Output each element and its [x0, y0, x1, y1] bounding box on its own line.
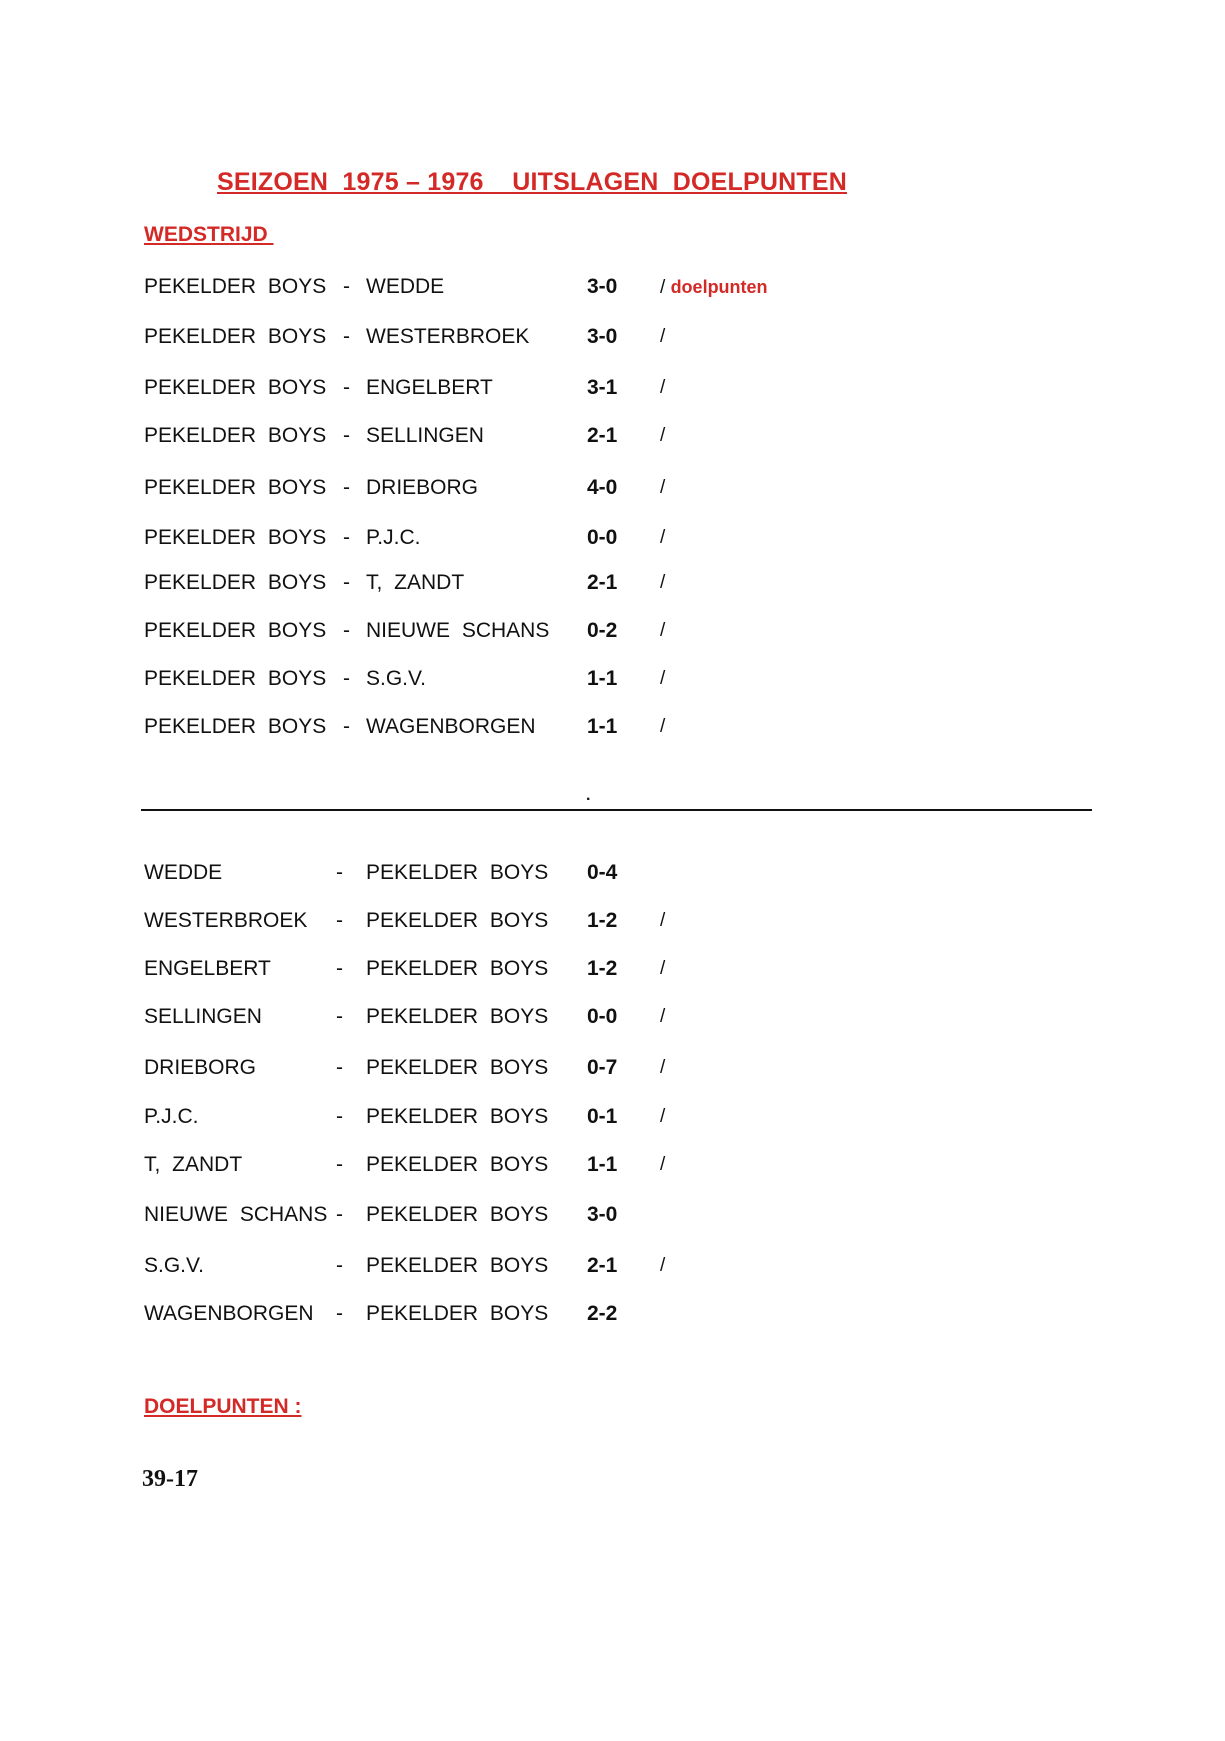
separator-dash: - [336, 1005, 343, 1028]
away-team: PEKELDER BOYS [366, 1105, 549, 1128]
home-team: PEKELDER BOYS [144, 715, 327, 738]
separator-dash: - [336, 1254, 343, 1277]
match-score: 1-1 [587, 1153, 618, 1176]
home-team: PEKELDER BOYS [144, 571, 327, 594]
away-team: PEKELDER BOYS [366, 1302, 549, 1325]
separator-dash: - [336, 1153, 343, 1176]
home-team: SELLINGEN [144, 1005, 262, 1028]
home-team: PEKELDER BOYS [144, 424, 327, 447]
goals-slash: / [660, 620, 666, 641]
goals-slash: / [660, 477, 666, 498]
home-match-row [0, 322, 1225, 352]
away-match-row [0, 1053, 1225, 1083]
goals-slash: / [660, 1255, 666, 1276]
goals-slash: / [660, 326, 666, 347]
away-team: WESTERBROEK [366, 325, 530, 348]
away-team: WAGENBORGEN [366, 715, 536, 738]
home-team: NIEUWE SCHANS [144, 1203, 328, 1226]
goals-slash: / [660, 668, 666, 689]
separator-dash: - [336, 1105, 343, 1128]
goals-slash [660, 272, 768, 303]
home-match-row [0, 712, 1225, 742]
home-team: PEKELDER BOYS [144, 667, 327, 690]
away-match-row [0, 858, 1225, 888]
home-team: DRIEBORG [144, 1056, 257, 1079]
home-match-row [0, 421, 1225, 451]
away-match-row [0, 1299, 1225, 1329]
away-team: DRIEBORG [366, 476, 479, 499]
match-score: 0-0 [587, 1005, 618, 1028]
goals-slash: / [660, 958, 666, 979]
match-score: 3-0 [587, 325, 618, 348]
goals-slash: / [660, 1006, 666, 1027]
separator-dash: - [343, 526, 350, 549]
separator-dash: - [343, 667, 350, 690]
away-team: NIEUWE SCHANS [366, 619, 550, 642]
match-score: 3-0 [587, 1203, 618, 1226]
section-divider [141, 809, 1092, 811]
home-team: PEKELDER BOYS [144, 325, 327, 348]
separator-dash: - [343, 325, 350, 348]
home-match-row [0, 664, 1225, 694]
away-match-row [0, 1200, 1225, 1230]
goals-note: doelpunten [670, 277, 768, 297]
separator-dash: - [336, 1203, 343, 1226]
away-team: PEKELDER BOYS [366, 861, 549, 884]
home-match-row [0, 523, 1225, 553]
away-team: S.G.V. [366, 667, 426, 690]
away-match-row [0, 1251, 1225, 1281]
match-score: 4-0 [587, 476, 618, 499]
home-team: PEKELDER BOYS [144, 376, 327, 399]
away-team: PEKELDER BOYS [366, 1153, 549, 1176]
slash-mark: / [660, 277, 666, 298]
home-match-row [0, 473, 1225, 503]
away-team: PEKELDER BOYS [366, 1203, 549, 1226]
wedstrijd-heading: WEDSTRIJD [144, 223, 274, 246]
home-match-row [0, 616, 1225, 646]
separator-dash: - [343, 571, 350, 594]
page-title: SEIZOEN 1975 – 1976 UITSLAGEN DOELPUNTEN [217, 168, 848, 196]
match-score: 1-2 [587, 957, 618, 980]
home-match-row [0, 272, 1225, 302]
home-match-row [0, 373, 1225, 403]
doelpunten-heading: DOELPUNTEN : [144, 1395, 302, 1418]
home-team: S.G.V. [144, 1254, 204, 1277]
goals-slash: / [660, 377, 666, 398]
match-score: 3-0 [587, 275, 618, 298]
away-team: ENGELBERT [366, 376, 493, 399]
home-team: WEDDE [144, 861, 223, 884]
home-team: T, ZANDT [144, 1153, 243, 1176]
home-team: PEKELDER BOYS [144, 526, 327, 549]
divider-dot: . [586, 787, 591, 804]
goals-slash: / [660, 716, 666, 737]
match-score: 2-1 [587, 424, 618, 447]
total-goals: 39-17 [142, 1466, 198, 1492]
home-team: ENGELBERT [144, 957, 271, 980]
away-team: WEDDE [366, 275, 445, 298]
home-team: PEKELDER BOYS [144, 619, 327, 642]
away-match-row [0, 1002, 1225, 1032]
away-team: PEKELDER BOYS [366, 1254, 549, 1277]
goals-slash: / [660, 425, 666, 446]
home-match-row [0, 568, 1225, 598]
match-score: 0-4 [587, 861, 618, 884]
match-score: 2-2 [587, 1302, 618, 1325]
away-team: T, ZANDT [366, 571, 465, 594]
goals-slash: / [660, 910, 666, 931]
separator-dash: - [343, 376, 350, 399]
goals-slash: / [660, 1154, 666, 1175]
away-match-row [0, 906, 1225, 936]
home-team: WAGENBORGEN [144, 1302, 314, 1325]
match-score: 1-1 [587, 715, 618, 738]
away-team: PEKELDER BOYS [366, 957, 549, 980]
match-score: 0-0 [587, 526, 618, 549]
match-score: 1-1 [587, 667, 618, 690]
separator-dash: - [336, 861, 343, 884]
separator-dash: - [336, 1302, 343, 1325]
goals-slash: / [660, 1057, 666, 1078]
separator-dash: - [343, 619, 350, 642]
match-score: 2-1 [587, 571, 618, 594]
match-score: 2-1 [587, 1254, 618, 1277]
home-team: PEKELDER BOYS [144, 476, 327, 499]
separator-dash: - [336, 1056, 343, 1079]
away-team: PEKELDER BOYS [366, 1056, 549, 1079]
goals-slash: / [660, 527, 666, 548]
match-score: 3-1 [587, 376, 618, 399]
home-team: P.J.C. [144, 1105, 199, 1128]
away-team: PEKELDER BOYS [366, 1005, 549, 1028]
separator-dash: - [343, 715, 350, 738]
separator-dash: - [343, 424, 350, 447]
away-match-row [0, 1102, 1225, 1132]
away-match-row [0, 1150, 1225, 1180]
match-score: 1-2 [587, 909, 618, 932]
goals-slash: / [660, 572, 666, 593]
home-team: WESTERBROEK [144, 909, 308, 932]
goals-slash: / [660, 1106, 666, 1127]
separator-dash: - [336, 957, 343, 980]
match-score: 0-7 [587, 1056, 618, 1079]
match-score: 0-1 [587, 1105, 618, 1128]
away-team: P.J.C. [366, 526, 421, 549]
away-match-row [0, 954, 1225, 984]
match-score: 0-2 [587, 619, 618, 642]
away-team: SELLINGEN [366, 424, 484, 447]
separator-dash: - [343, 275, 350, 298]
away-team: PEKELDER BOYS [366, 909, 549, 932]
home-team: PEKELDER BOYS [144, 275, 327, 298]
separator-dash: - [336, 909, 343, 932]
separator-dash: - [343, 476, 350, 499]
